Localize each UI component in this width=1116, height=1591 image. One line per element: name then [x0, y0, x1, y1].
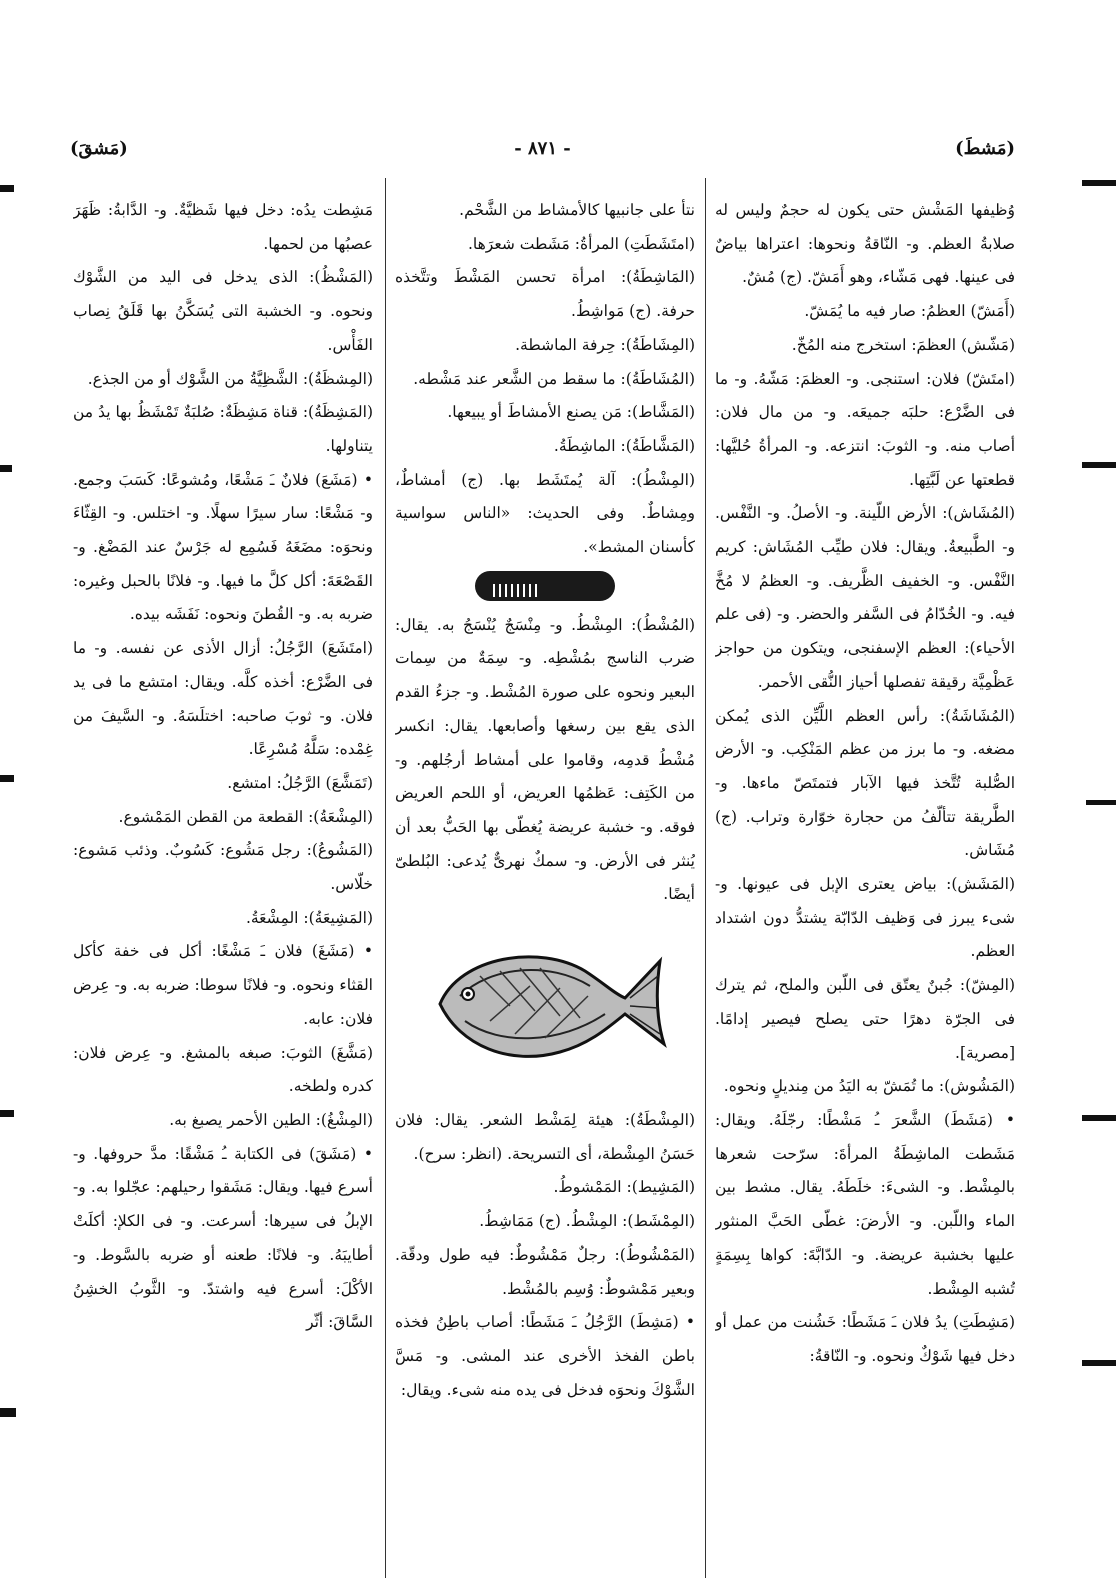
scan-mark — [0, 465, 12, 472]
scan-mark — [1086, 800, 1116, 805]
scan-mark — [1082, 462, 1116, 468]
entry-paragraph: (المِشَاطَةُ): حِرفة الماشطة. — [515, 335, 695, 354]
scan-mark — [1082, 180, 1116, 186]
entry-paragraph: (المِشظَةُ): الشَّظِيَّةُ من الشَّوْك أو من الجذع. — [87, 369, 373, 388]
scan-mark — [1082, 1115, 1116, 1121]
entry-paragraph: (تَمَشَّعَ) الرَّجُلُ: امتشع. — [227, 773, 373, 792]
entry-paragraph: • (مَشِطَ) الرَّجُلُ ـَ مَشَطًا: أصاب باطِنُ فخذه باطن الفخذ الأخرى عند المشى. و- مَسَّ الشَّوْكَ ونحوَه فدخل فى يده منه شىء. ويقال: — [395, 1313, 695, 1399]
entry-paragraph: (المَشَش): بياض يعترى الإبل فى عيونها. و- شىء يبرز فى وَظيف الدّابّة يشتدُّ دون اشتداد العظم. — [715, 875, 1015, 961]
column-divider — [705, 178, 706, 1578]
scan-mark — [1082, 1360, 1116, 1366]
entry-paragraph: (المُشَاشَةُ): رأس العظم اللَّيِّن الذى يُمكن مضغه. و- ما برز من عظم المَنْكِب. و- الأرض الصُّلبة تُتَّخذ فيها الآبار فتمتَصّ ماءها. و- الطَّريقة تتألّفُ من حجارة خوّارة وتراب. (ج) مُشَاش. — [715, 706, 1015, 860]
column-left — [73, 194, 373, 1564]
entry-paragraph: (المِشْطُ): آلة يُمتَشَط بها. (ج) أمشاطٌ، ومِشاطٌ. وفى الحديث: «الناس سواسية كأسنان المشط». — [395, 470, 695, 557]
entry-paragraph: (المَشِيعَةُ): المِشْعَةُ. — [245, 908, 373, 927]
scan-mark — [0, 775, 14, 782]
entry-paragraph: (المِشْغُ): الطين الأحمر يصبغ به. — [169, 1110, 373, 1129]
column-divider — [385, 178, 386, 1578]
entry-paragraph: (امتَشّ) فلان: استنجى. و- العظمَ: مَشّهُ. و- ما فى الضَّرْع: حلبَه جميعَه. و- من مال فلان: أصاب منه. و- الثوبَ: انتزعه. و- المرأةُ حُليَّها: قطعتها عن لَبَّتِها. — [715, 369, 1015, 489]
entry-paragraph: (مَشَّغَ) الثوبَ: صبغه بالمشغ. و- عِرض فلان: كدره ولطخه. — [73, 1043, 373, 1096]
entry-paragraph: (المَشَّاط): مَن يصنع الأمشاطَ أو يبيعها. — [447, 403, 695, 422]
entry-paragraph: (المُشْطُ): المِشْطُ. و- مِنْسَجٌ يُنْسَجُ به. يقال: ضرب الناسج بمُشْطِه. و- سِمَةٌ من سِمات البعير ونحوه على صورة المُشْط. و- جزءُ القدم الذى يقع بين رسغها وأصابعها. يقال: انكسر مُشْطُ قدمِه، وقاموا على أمشاط أرجُلهم. و- من الكَتِف: عَظمُها العريض، أو اللحم العريض فوقه. و- خشبة عريضة يُغطّى بها الحَبُّ بعد أن يُنثر فى الأرض. و- سمكٌ نهرىٌّ يُدعى: البُلطىّ أيضًا. — [395, 615, 695, 904]
page-header — [70, 138, 1015, 168]
entry-paragraph: (المَشُوش): ما تُمَشّ به اليَدُ من مِنديلٍ ونحوه. — [723, 1077, 1015, 1096]
header-left-entry: (مَشقَ) — [70, 138, 128, 159]
entry-paragraph: (امتَشَطَتِ) المرأةُ: مَشَطت شعرَها. — [467, 234, 695, 253]
entry-paragraph: (المَاشِطَةُ): امرأة تحسن المَشْطَ وتتَّخذه حرفة. (ج) مَواشِطُ. — [395, 268, 695, 321]
entry-paragraph: (المِشّ): جُبنٌ يعتّق فى اللّبن والملح، ثم يترك فى الجرّة دهرًا حتى يصلح فيصير إدامًا. [مصرية]. — [715, 976, 1015, 1062]
entry-paragraph: (المَشْظُ): الذى يدخل فى اليد من الشَّوْك ونحوه. و- الخشبة التى يُسَكَّنُ بها قَلَقُ نِصاب الفَأْس. — [73, 268, 373, 354]
column-right — [715, 194, 1015, 1564]
entry-paragraph: (المَشُوعُ): رجل مَشُوع: كَسُوبٌ. وذئب مَشوع: خلّاس. — [73, 841, 373, 894]
entry-paragraph: • (مَشَطَ) الشَّعرَ ـُ مَشْطًا: رجّلَهُ. ويقال: مَشَطت الماشِطَةُ المرأةَ: سرّحت شعرها بالمِشْط. و- الشىءَ: خلَطَهُ. يقال. مشط بين الماء واللّبن. و- الأرضَ: غطّى الحَبَّ المنثور عليها بخشبة عريضة. و- الدّابَّةَ: كواها بِسِمَةٍ تُشبه المِشْط. — [715, 1110, 1015, 1298]
entry-paragraph: (المِشْعَةُ): القطعة من القطن المَمْشوع. — [118, 807, 373, 826]
entry-paragraph: وُظيفها المَشْش حتى يكون له حجمٌ وليس له صلابةُ العظم. و- النّاقةُ ونحوها: اعتراها بياضٌ فى عينها. فهى مَشّاء، وهو أَمَشّ. (ج) مُشٌ. — [715, 201, 1015, 287]
entry-paragraph: مَشِطت يدُه: دخل فيها شَظيَّةٌ. و- الدَّابةُ: ظَهَرَ عصبُها من لحمها. — [73, 201, 373, 253]
column-middle — [395, 194, 695, 1564]
entry-paragraph: (المَمْشُوطُ): رجلٌ مَمْشُوطٌ: فيه طول ودقّة. وبعير مَمْشوطٌ: وُسِم بالمُشْط. — [395, 1245, 695, 1298]
entry-paragraph: • (مَشَغَ) فلان ـَ مَشْغًا: أكل فى خفة كأكل القثاء ونحوه. و- فلانًا سوطا: ضربه به. و- عِرض فلان: عابه. — [73, 942, 373, 1028]
entry-paragraph: (المِمْشَط): المِشْطُ. (ج) مَمَاشِطُ. — [479, 1212, 695, 1231]
scan-mark — [0, 185, 14, 192]
entry-paragraph: • (مَشَعَ) فلانٌ ـَ مَشْعًا، ومُشوعًا: كَسَبَ وجمع. و- مَشْعًا: سار سيرًا سهلًا. و- اختلس. و- القِثّاءَ ونحوَه: مضَغَهُ فَسُمِع له جَرْسٌ عند المَضْغ. و- القَصْعَةَ: أكل كلَّ ما فيها. و- فلانًا بالحبل وغيره: ضربه به. و- القُطنَ ونحوه: نَفَشَه بيده. — [73, 470, 373, 624]
entry-paragraph: (امتَشَعَ) الرَّجُلُ: أزال الأذى عن نفسه. و- ما فى الضَّرْع: أخذه كلَّه. ويقال: امتشع ما فى يد فلان. و- ثوبَ صاحبه: اختلَسَهُ. و- السَّيفَ من غِمْده: سَلَّهُ مُسْرِعًا. — [73, 639, 373, 759]
entry-paragraph: (المَشَّاطَةُ): الماشِطَةُ. — [553, 436, 695, 455]
entry-paragraph: نتأ على جانبيها كالأمشاط من الشَّحْم. — [459, 201, 695, 219]
comb-illustration — [475, 571, 615, 601]
entry-paragraph: (مَشّش) العظمَ: استخرج منه المُخّ. — [791, 335, 1015, 354]
scan-mark — [0, 1408, 16, 1417]
entry-paragraph: (أَمَشّ) العظمُ: صار فيه ما يُمَشّ. — [804, 302, 1015, 321]
scan-mark — [0, 1110, 14, 1117]
entry-paragraph: (مَشِطَتِ) يدُ فلان ـَ مَشَطًا: خَشُنت من عمل أو دخل فيها شَوْكٌ ونحوه. و- النّاقةُ: — [715, 1313, 1015, 1365]
entry-paragraph: (المِشْطَةُ): هيئة لِمَشْط الشعر. يقال: فلان حَسَنُ المِشْطة، أى التسريحة. (انظر: سرح). — [395, 1111, 695, 1163]
page-number: - ٨٧١ - — [514, 138, 571, 159]
entry-paragraph: (المُشَاطَةُ): ما سقط من الشَّعر عند مَشْطه. — [413, 369, 695, 388]
entry-paragraph: (المَشِيط): المَمْشوطُ. — [553, 1178, 695, 1197]
entry-paragraph: • (مَشَقَ) فى الكتابة ـُ مَشْقًا: مدَّ حروفها. و- أسرع فيها. ويقال: مَشَقوا رحيلهم: عجّلوا به. و- الإبلُ فى سيرها: أسرعت. و- فى الكلإ: أكلَتْ أطايبَهُ. و- فلانًا: طعنه أو ضربه بالسَّوط. و- الأكْلَ: أسرع فيه واشتدّ. و- الثَّوبُ الخشِنُ السَّاقَ: أثّر — [73, 1144, 373, 1332]
header-right-entry: (مَشطَ) — [955, 138, 1015, 159]
entry-paragraph: (المَشِظَةُ): قناة مَشِظَةٌ: صُلبَةٌ تَمْشَظُ بها يدُ من يتناولها. — [73, 403, 373, 455]
fish-illustration — [420, 926, 670, 1076]
entry-paragraph: (المُشَاش): الأرض اللّينة. و- الأصلُ. و- النَّفْس. و- الطَّبيعةُ. ويقال: فلان طيِّب المُشَاش: كريم النَّفْس. و- الخفيف الظَّريف. و- العظمُ لا مُخَّ فيه. و- الخُدّامُ فى السَّفر والحضر. و- (فى علم الأحياء): العظم الإسفنجى، ويتكون من حواجز عَظْمِيَّة رقيقة تفصلها أحياز النُّقى الأحمر. — [715, 504, 1015, 691]
